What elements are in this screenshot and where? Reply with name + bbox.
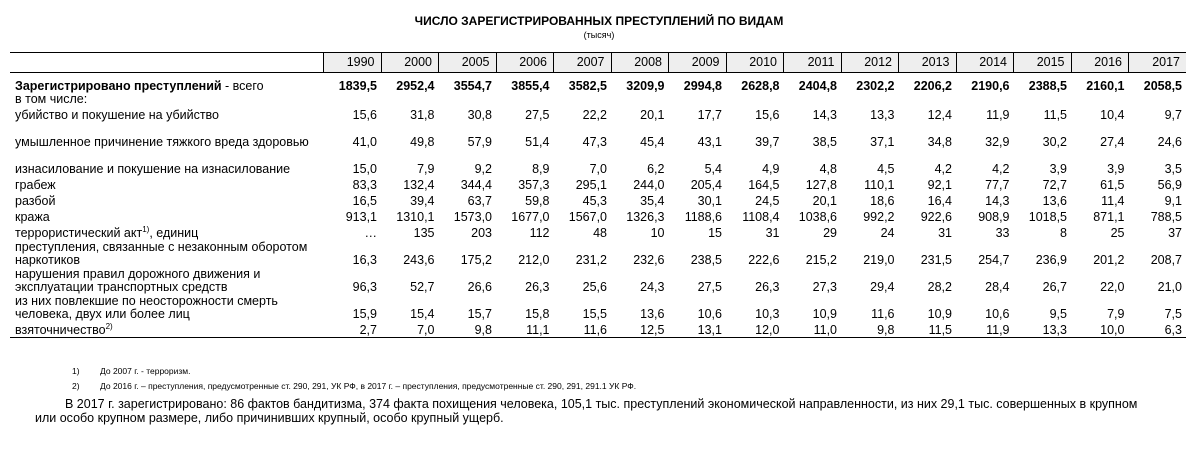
cell-value: 10,6	[985, 307, 1010, 321]
cell-value: 1108,4	[742, 210, 780, 224]
cell-value: 1018,5	[1028, 210, 1067, 224]
cell-value: 12,5	[611, 321, 669, 338]
cell-value: 39,4	[410, 194, 435, 208]
footnotes	[72, 363, 636, 393]
cell-value: 1573,0	[453, 210, 492, 224]
cell-value: 26,3	[755, 280, 780, 294]
cell-value: 10,6	[697, 307, 722, 321]
total-value: 3209,9	[626, 79, 665, 93]
cell-value: 37,1	[870, 135, 895, 149]
total-value: 2388,5	[1028, 79, 1067, 93]
cell-value: 27,5	[525, 108, 550, 122]
total-value: 2190,6	[971, 79, 1010, 93]
header-row	[10, 53, 1186, 73]
cell-value: 39,7	[755, 135, 780, 149]
row-label-text: грабеж	[15, 178, 56, 192]
row-label-text: террористический акт	[15, 226, 143, 240]
cell-value: 45,3	[582, 194, 607, 208]
total-value: 2628,8	[741, 79, 780, 93]
cell-value: 13,3	[870, 108, 895, 122]
cell-value: 1038,6	[798, 210, 837, 224]
cell-value: 61,5	[1100, 178, 1125, 192]
cell-value: 24,6	[1157, 135, 1182, 149]
footnote-marker: 2)	[105, 321, 113, 331]
footnote	[72, 378, 636, 393]
cell-value: 908,9	[978, 210, 1010, 224]
cell-value: 5,4	[704, 162, 722, 176]
cell-value: 12,0	[726, 321, 784, 338]
cell-value: 20,1	[640, 108, 665, 122]
cell-value: 35,4	[640, 194, 665, 208]
year-header: 2013	[899, 53, 957, 73]
cell-value: 7,9	[417, 162, 435, 176]
cell-value: 24,3	[640, 280, 665, 294]
row-label-text: кража	[15, 210, 50, 224]
cell-value: 29	[823, 226, 837, 240]
row-label	[10, 267, 324, 294]
cell-value: 30,1	[697, 194, 722, 208]
table-row	[10, 321, 1186, 338]
total-value: 2302,2	[856, 79, 895, 93]
cell-value: 788,5	[1150, 210, 1182, 224]
year-header: 2010	[726, 53, 784, 73]
cell-value: 254,7	[978, 253, 1010, 267]
total-value: 2952,4	[396, 79, 435, 93]
cell-value: 13,3	[1014, 321, 1072, 338]
cell-value: 13,6	[640, 307, 665, 321]
cell-value: 201,2	[1093, 253, 1125, 267]
cell-value: 236,9	[1035, 253, 1067, 267]
cell-value: 871,1	[1093, 210, 1125, 224]
cell-value: 6,2	[647, 162, 665, 176]
cell-value: 4,9	[762, 162, 780, 176]
cell-value: 47,3	[582, 135, 607, 149]
row-label	[10, 321, 324, 338]
year-header: 2014	[956, 53, 1014, 73]
cell-value: 11,5	[899, 321, 957, 338]
cell-value: 26,6	[467, 280, 492, 294]
cell-value: 51,4	[525, 135, 550, 149]
cell-value: 30,8	[467, 108, 492, 122]
cell-value: 7,0	[589, 162, 607, 176]
cell-value: 16,3	[352, 253, 377, 267]
row-label	[10, 224, 324, 240]
cell-value: 56,9	[1157, 178, 1182, 192]
cell-value: 11,6	[554, 321, 612, 338]
cell-value: 22,2	[582, 108, 607, 122]
cell-value: 1326,3	[626, 210, 665, 224]
cell-value: 175,2	[460, 253, 492, 267]
row-label	[10, 122, 324, 149]
table-row	[10, 192, 1186, 208]
cell-value: 72,7	[1042, 178, 1067, 192]
cell-value: 24,5	[755, 194, 780, 208]
cell-value: 212,0	[518, 253, 550, 267]
cell-value: 18,6	[870, 194, 895, 208]
cell-value: 31	[765, 226, 780, 240]
cell-value: 49,8	[410, 135, 435, 149]
cell-value: 112	[529, 226, 550, 240]
footnote-number: 2)	[72, 380, 80, 391]
cell-value: 1188,6	[684, 210, 722, 224]
cell-value: 27,3	[812, 280, 837, 294]
cell-value: 15,4	[410, 307, 435, 321]
cell-value: 14,3	[985, 194, 1010, 208]
cell-value: 52,7	[410, 280, 435, 294]
year-header: 2017	[1129, 53, 1187, 73]
row-label	[10, 192, 324, 208]
cell-value: 913,1	[345, 210, 377, 224]
cell-value: 215,2	[805, 253, 837, 267]
cell-value: 32,9	[985, 135, 1010, 149]
cell-value: 96,3	[352, 280, 377, 294]
cell-value: 13,6	[1042, 194, 1067, 208]
cell-value: 11,9	[956, 321, 1014, 338]
cell-value: 34,8	[927, 135, 952, 149]
table-row	[10, 176, 1186, 192]
cell-value: 135	[413, 226, 435, 240]
row-label-text: убийство и покушение на убийство	[15, 108, 220, 122]
cell-value: 231,2	[575, 253, 607, 267]
cell-value: 10,9	[812, 307, 837, 321]
total-value: 2058,5	[1143, 79, 1182, 93]
cell-value: 357,3	[518, 178, 550, 192]
cell-value: 15,0	[352, 162, 377, 176]
cell-value: 7,5	[1164, 307, 1182, 321]
cell-value: 3,5	[1164, 162, 1182, 176]
year-header: 2006	[496, 53, 554, 73]
cell-value: …	[364, 226, 377, 240]
cell-value: 15,7	[467, 307, 492, 321]
cell-value: 9,5	[1049, 307, 1067, 321]
cell-value: 222,6	[748, 253, 780, 267]
cell-value: 9,7	[1164, 108, 1182, 122]
cell-value: 922,6	[920, 210, 952, 224]
year-header: 1990	[324, 53, 382, 73]
year-header: 2000	[381, 53, 439, 73]
cell-value: 1567,0	[568, 210, 607, 224]
cell-value: 232,6	[633, 253, 665, 267]
cell-value: 33	[995, 226, 1010, 240]
row-label	[10, 240, 324, 267]
cell-value: 92,1	[927, 178, 952, 192]
row-label-tail: , единиц	[149, 226, 199, 240]
cell-value: 9,2	[474, 162, 492, 176]
cell-value: 2,7	[324, 321, 382, 338]
cell-value: 15,8	[525, 307, 550, 321]
cell-value: 59,8	[525, 194, 550, 208]
cell-value: 28,4	[985, 280, 1010, 294]
cell-value: 22,0	[1100, 280, 1125, 294]
total-value: 2160,1	[1086, 79, 1125, 93]
cell-value: 29,4	[870, 280, 895, 294]
cell-value: 11,6	[871, 307, 895, 321]
table-row	[10, 208, 1186, 224]
row-label-text: из них повлекшие по неосторожности смерть человека, двух или более лиц	[15, 294, 278, 321]
total-row	[10, 73, 1186, 94]
cell-value: 9,8	[841, 321, 899, 338]
table-row	[10, 224, 1186, 240]
cell-value: 27,4	[1100, 135, 1125, 149]
cell-value: 31	[938, 226, 952, 240]
table-row	[10, 294, 1186, 321]
cell-value: 127,8	[805, 178, 837, 192]
cell-value: 15,6	[755, 108, 780, 122]
cell-value: 14,3	[812, 108, 837, 122]
year-header: 2005	[439, 53, 497, 73]
cell-value: 8	[1060, 226, 1067, 240]
cell-value: 15,6	[352, 108, 377, 122]
cell-value: 25,6	[582, 280, 607, 294]
total-label	[10, 73, 324, 94]
including-label: в том числе:	[15, 92, 88, 106]
year-header: 2012	[841, 53, 899, 73]
cell-value: 3,9	[1107, 162, 1125, 176]
table-row	[10, 267, 1186, 294]
cell-value: 27,5	[697, 280, 722, 294]
year-header: 2008	[611, 53, 669, 73]
year-header: 2016	[1071, 53, 1129, 73]
crime-table	[10, 52, 1186, 338]
cell-value: 4,2	[992, 162, 1010, 176]
year-header: 2011	[784, 53, 842, 73]
cell-value: 83,3	[352, 178, 377, 192]
cell-value: 6,3	[1129, 321, 1187, 338]
row-label	[10, 149, 324, 176]
total-value: 2994,8	[683, 79, 722, 93]
row-label-text: нарушения правил дорожного движения и эксплуатации транспортных средств	[15, 267, 261, 294]
cell-value: 11,4	[1101, 194, 1125, 208]
footnote-text: До 2016 г. – преступления, предусмотренные ст. 290, 291, УК РФ, в 2017 г. – преступления, предусмотренные ст. 290, 291, 291.1 УК РФ.	[100, 380, 637, 391]
total-value: 3582,5	[568, 79, 607, 93]
row-label	[10, 176, 324, 192]
header-corner	[10, 53, 324, 73]
cell-value: 205,4	[690, 178, 722, 192]
cell-value: 57,9	[467, 135, 492, 149]
row-label-text: взяточничество	[15, 323, 106, 337]
cell-value: 219,0	[863, 253, 895, 267]
table-row	[10, 149, 1186, 176]
cell-value: 25	[1110, 226, 1125, 240]
row-label-text: разбой	[15, 194, 56, 208]
cell-value: 28,2	[927, 280, 952, 294]
cell-value: 15,9	[352, 307, 377, 321]
year-header: 2015	[1014, 53, 1072, 73]
cell-value: 344,4	[460, 178, 492, 192]
cell-value: 9,8	[439, 321, 497, 338]
footnote-text: До 2007 г. - терроризм.	[100, 365, 191, 376]
cell-value: 43,1	[697, 135, 722, 149]
total-value: 3554,7	[453, 79, 492, 93]
total-value: 2206,2	[913, 79, 952, 93]
cell-value: 16,4	[927, 194, 952, 208]
cell-value: 243,6	[403, 253, 435, 267]
cell-value: 11,0	[784, 321, 842, 338]
table-row	[10, 240, 1186, 267]
summary-paragraph: В 2017 г. зарегистрировано: 86 фактов бандитизма, 374 факта похищения человека, 105,1 тыс. преступлений экономической направленности, из них 29,1 тыс. совершенных в крупном или особо крупном размере, либо причинивших крупный, особо крупный ущерб.	[35, 397, 1138, 425]
cell-value: 132,4	[403, 178, 435, 192]
cell-value: 10,3	[755, 307, 780, 321]
total-label-rest: - всего	[221, 79, 264, 93]
cell-value: 20,1	[812, 194, 837, 208]
row-label	[10, 208, 324, 224]
cell-value: 38,5	[812, 135, 837, 149]
footnote-number: 1)	[72, 365, 80, 376]
table-row	[10, 106, 1186, 122]
cell-value: 24	[880, 226, 895, 240]
cell-value: 45,4	[640, 135, 665, 149]
cell-value: 11,5	[1043, 108, 1067, 122]
cell-value: 77,7	[985, 178, 1010, 192]
cell-value: 1677,0	[511, 210, 550, 224]
cell-value: 992,2	[863, 210, 895, 224]
cell-value: 10	[650, 226, 665, 240]
cell-value: 15	[708, 226, 722, 240]
cell-value: 63,7	[467, 194, 492, 208]
cell-value: 208,7	[1150, 253, 1182, 267]
cell-value: 203	[471, 226, 492, 240]
cell-value: 295,1	[575, 178, 607, 192]
year-header: 2007	[554, 53, 612, 73]
cell-value: 11,1	[496, 321, 554, 338]
row-label-text: изнасилование и покушение на изнасилование	[15, 162, 291, 176]
including-row	[10, 93, 1186, 106]
row-label	[10, 294, 324, 321]
total-value: 2404,8	[798, 79, 837, 93]
cell-value: 7,0	[381, 321, 439, 338]
cell-value: 4,8	[819, 162, 837, 176]
cell-value: 10,4	[1100, 108, 1125, 122]
cell-value: 231,5	[920, 253, 952, 267]
cell-value: 110,1	[864, 178, 895, 192]
row-label	[10, 106, 324, 122]
page-title: ЧИСЛО ЗАРЕГИСТРИРОВАННЫХ ПРЕСТУПЛЕНИЙ ПО ВИДАМ	[414, 14, 784, 28]
cell-value: 17,7	[697, 108, 722, 122]
cell-value: 164,5	[748, 178, 780, 192]
cell-value: 26,3	[525, 280, 550, 294]
cell-value: 4,2	[934, 162, 952, 176]
cell-value: 4,5	[877, 162, 895, 176]
table-row	[10, 122, 1186, 149]
cell-value: 8,9	[532, 162, 550, 176]
footnote-marker: 1)	[142, 224, 150, 234]
cell-value: 41,0	[352, 135, 377, 149]
cell-value: 37	[1168, 226, 1182, 240]
cell-value: 3,9	[1049, 162, 1067, 176]
page-subtitle: (тысяч)	[583, 30, 615, 40]
footnote	[72, 363, 636, 378]
cell-value: 13,1	[669, 321, 727, 338]
cell-value: 9,1	[1164, 194, 1182, 208]
total-value: 3855,4	[511, 79, 550, 93]
row-label-text: преступления, связанные с незаконным оборотом наркотиков	[15, 240, 308, 267]
cell-value: 15,5	[582, 307, 607, 321]
cell-value: 1310,1	[396, 210, 435, 224]
cell-value: 12,4	[927, 108, 952, 122]
cell-value: 10,0	[1071, 321, 1129, 338]
cell-value: 11,9	[986, 108, 1010, 122]
cell-value: 10,9	[927, 307, 952, 321]
cell-value: 31,8	[410, 108, 435, 122]
cell-value: 26,7	[1042, 280, 1067, 294]
cell-value: 48	[593, 226, 607, 240]
total-label-bold: Зарегистрировано преступлений	[15, 79, 222, 93]
row-label-text: умышленное причинение тяжкого вреда здоровью	[15, 135, 309, 149]
cell-value: 30,2	[1042, 135, 1067, 149]
year-header: 2009	[669, 53, 727, 73]
cell-value: 16,5	[352, 194, 377, 208]
cell-value: 238,5	[690, 253, 722, 267]
cell-value: 244,0	[633, 178, 665, 192]
cell-value: 7,9	[1107, 307, 1125, 321]
cell-value: 21,0	[1157, 280, 1182, 294]
total-value: 1839,5	[338, 79, 377, 93]
